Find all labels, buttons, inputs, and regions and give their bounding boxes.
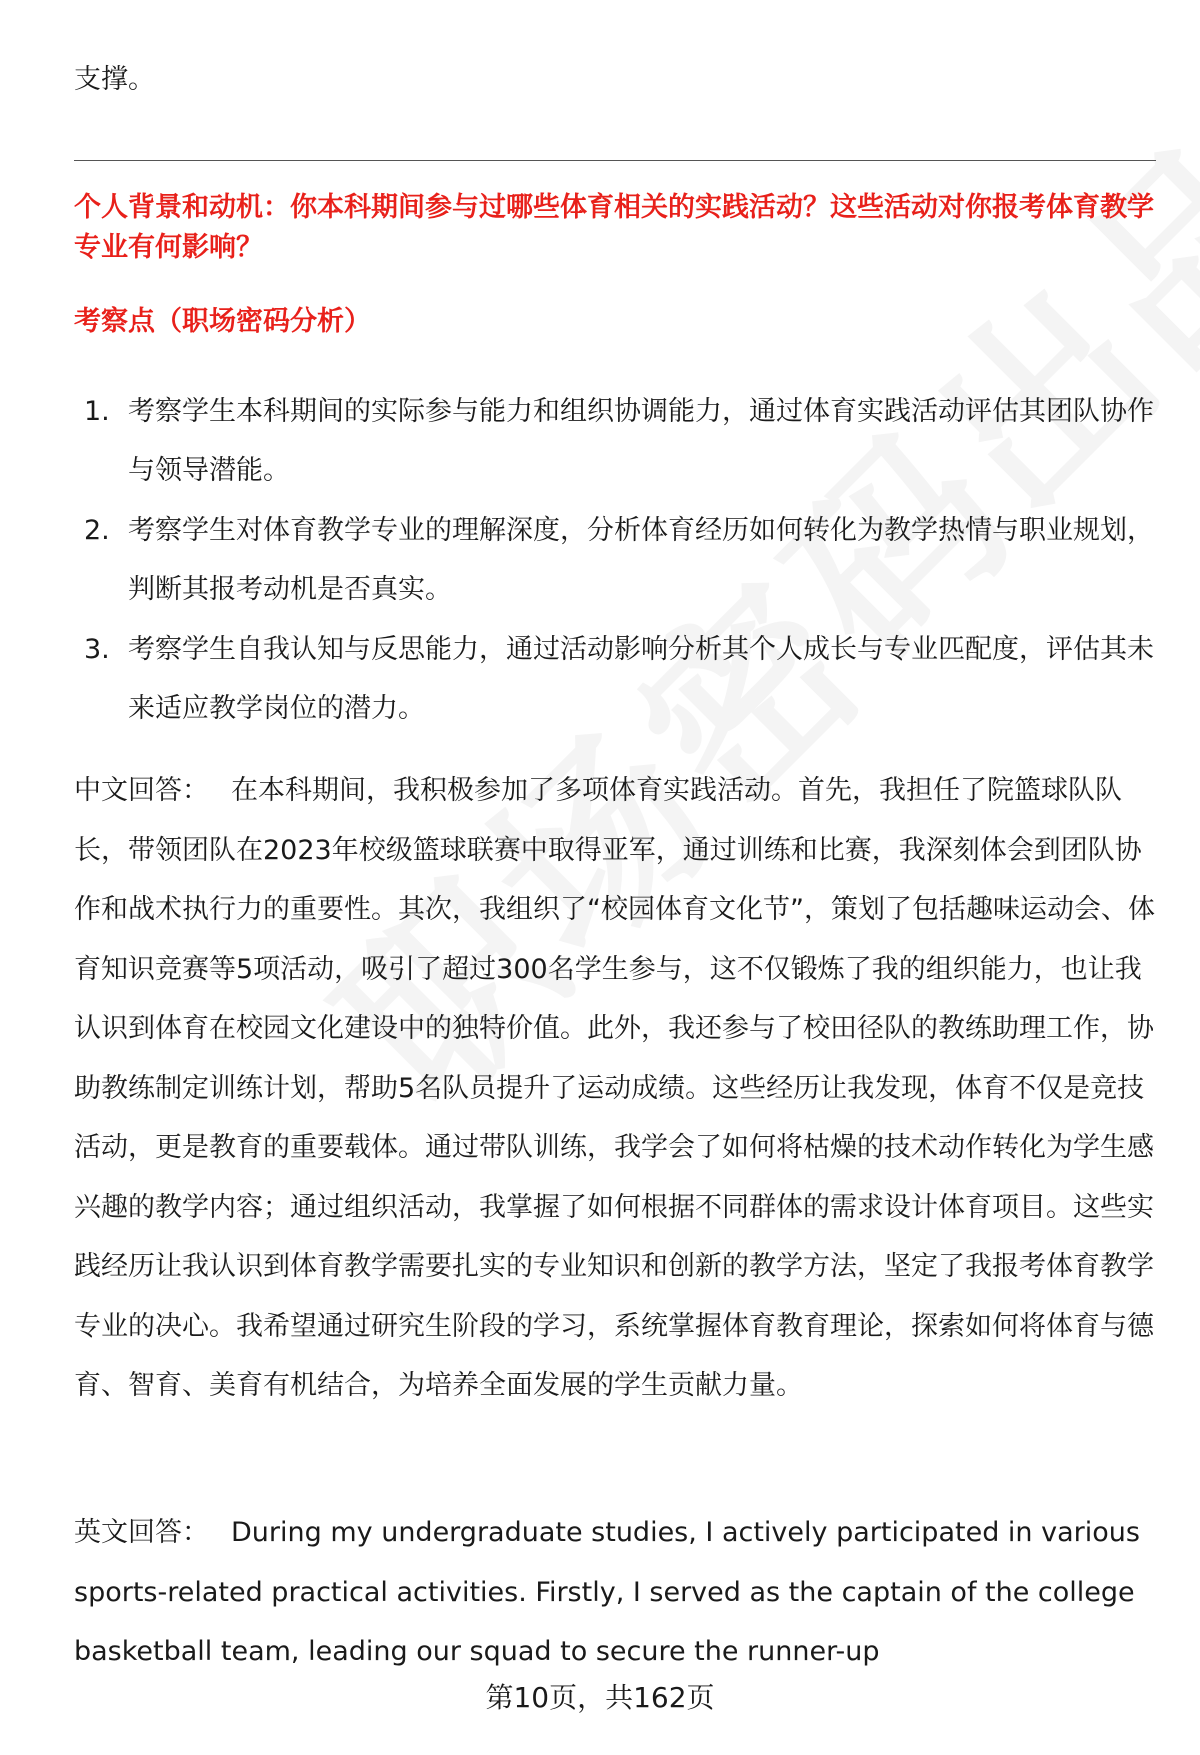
english-answer-label: 英文回答： <box>74 1517 209 1548</box>
previous-page-fragment: 支撑。 <box>74 64 155 95</box>
question-label: 个人背景和动机： <box>74 192 290 223</box>
list-item-text: 考察学生对体育教学专业的理解深度，分析体育经历如何转化为教学热情与职业规划，判断其报考动机是否真实。 <box>128 515 1154 605</box>
chinese-answer-label: 中文回答： <box>74 775 209 806</box>
english-answer <box>74 1503 1164 1682</box>
page-number-footer: 第10页，共162页 <box>485 1681 715 1714</box>
list-item <box>74 620 1156 738</box>
english-answer-text: During my undergraduate studies, I actively participated in various sports-related practical activities. Firstly, I served as the captain of the college basketball team, leading our squad to secure the runner-up <box>74 1517 1140 1667</box>
list-item-text: 考察学生本科期间的实际参与能力和组织协调能力，通过体育实践活动评估其团队协作与领导潜能。 <box>128 396 1154 486</box>
list-item <box>74 382 1156 500</box>
question-heading <box>74 188 1164 268</box>
chinese-answer <box>74 761 1164 1416</box>
list-item-number: 1. <box>84 396 110 427</box>
chinese-answer-text: 在本科期间，我积极参加了多项体育实践活动。首先，我担任了院篮球队队长，带领团队在2023年校级篮球联赛中取得亚军，通过训练和比赛，我深刻体会到团队协作和战术执行力的重要性。其次，我组织了“校园体育文化节”，策划了包括趣味运动会、体育知识竞赛等5项活动，吸引了超过300名学生参与，这不仅锻炼了我的组织能力，也让我认识到体育在校园文化建设中的独特价值。此外，我还参与了校田径队的教练助理工作，协助教练制定训练计划，帮助5名队员提升了运动成绩。这些经历让我发现，体育不仅是竞技活动，更是教育的重要载体。通过带队训练，我学会了如何将枯燥的技术动作转化为学生感兴趣的教学内容；通过组织活动，我掌握了如何根据不同群体的需求设计体育项目。这些实践经历让我认识到体育教学需要扎实的专业知识和创新的教学方法，坚定了我报考体育教学专业的决心。我希望通过研究生阶段的学习，系统掌握体育教育理论，探索如何将体育与德育、智育、美育有机结合，为培养全面发展的学生贡献力量。 <box>74 775 1155 1401</box>
section-divider <box>74 160 1156 161</box>
list-item <box>74 501 1156 619</box>
list-item-number: 3. <box>84 634 110 665</box>
assessment-points-heading: 考察点（职场密码分析） <box>74 306 371 337</box>
assessment-points-list <box>74 382 1156 739</box>
list-item-number: 2. <box>84 515 110 546</box>
question-text: 你本科期间参与过哪些体育相关的实践活动？这些活动对你报考体育教学专业有何影响？ <box>74 192 1154 263</box>
list-item-text: 考察学生自我认知与反思能力，通过活动影响分析其个人成长与专业匹配度，评估其未来适应教学岗位的潜力。 <box>128 634 1154 724</box>
